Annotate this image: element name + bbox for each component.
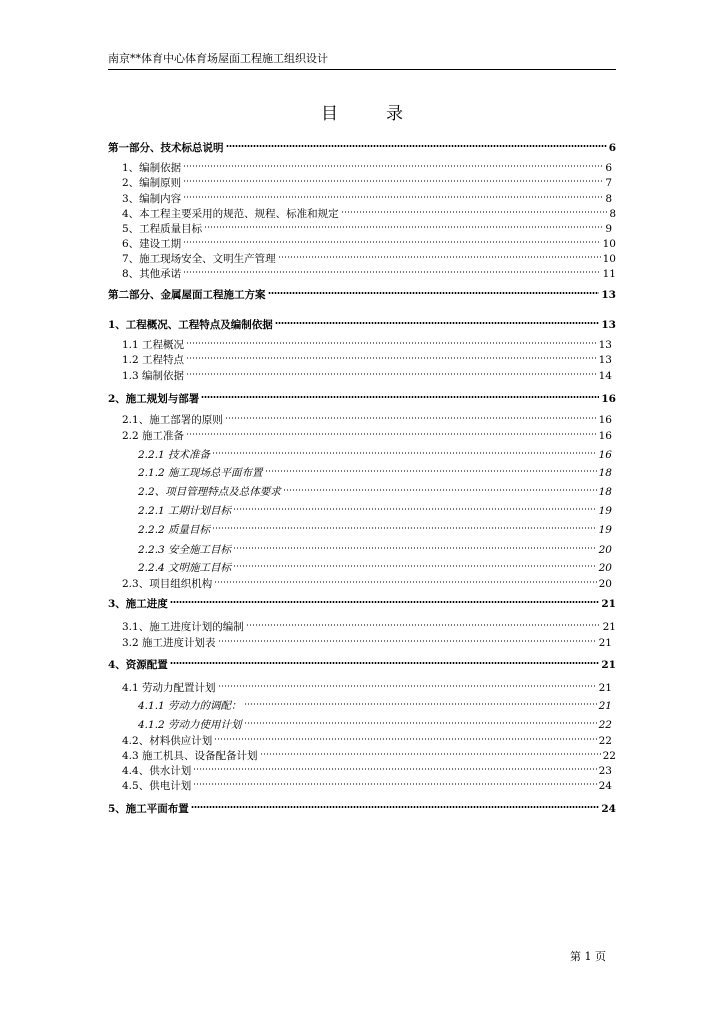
toc-entry-label: 1、编制依据 xyxy=(122,162,182,174)
toc-leader-dots xyxy=(275,320,600,326)
toc-entry[interactable] xyxy=(122,413,612,427)
page-number: 第 1 页 xyxy=(570,950,606,963)
toc-entry-page: 22 xyxy=(598,735,612,747)
toc-entry[interactable] xyxy=(108,141,616,155)
toc-leader-dots xyxy=(170,660,600,666)
toc-entry[interactable] xyxy=(108,288,616,302)
toc-entry[interactable] xyxy=(138,466,612,480)
toc-entry-page: 19 xyxy=(598,524,612,536)
toc-entry-page: 16 xyxy=(601,393,616,405)
toc-entry[interactable] xyxy=(138,543,612,557)
toc-entry-label: 3、编制内容 xyxy=(122,193,182,205)
toc-leader-dots xyxy=(201,394,599,400)
toc-entry[interactable] xyxy=(122,369,612,383)
toc-leader-dots xyxy=(214,736,596,742)
toc-entry-label: 2.2.3 安全施工目标 xyxy=(138,544,232,556)
toc-entry[interactable] xyxy=(122,749,616,763)
toc-entry-label: 4、本工程主要采用的规范、规程、标准和规定 xyxy=(122,208,339,220)
toc-entry[interactable] xyxy=(138,448,612,462)
toc-entry-page: 16 xyxy=(598,414,612,426)
toc-entry[interactable] xyxy=(122,779,612,793)
toc-entry-page: 13 xyxy=(601,289,616,301)
toc-entry-label: 7、施工现场安全、文明生产管理 xyxy=(122,253,276,265)
toc-leader-dots xyxy=(218,638,597,644)
toc-leader-dots xyxy=(183,269,600,275)
toc-entry-page: 19 xyxy=(598,505,612,517)
toc-entry-page: 10 xyxy=(602,253,616,265)
toc-entry-page: 22 xyxy=(598,719,612,731)
toc-entry-page: 14 xyxy=(598,370,612,382)
page-header: 南京**体育中心体育场屋面工程施工组织设计 xyxy=(108,52,328,65)
toc-leader-dots xyxy=(204,224,603,230)
toc-entry[interactable] xyxy=(122,338,612,352)
toc-leader-dots xyxy=(191,804,600,810)
toc-entry[interactable] xyxy=(108,658,616,672)
toc-leader-dots xyxy=(212,525,597,531)
toc-entry-label: 第二部分、金属屋面工程施工方案 xyxy=(108,289,266,301)
toc-leader-dots xyxy=(193,781,596,787)
toc-entry-label: 3.2 施工进度计划表 xyxy=(122,637,216,649)
page-title: 目录 xyxy=(321,104,451,124)
toc-entry[interactable] xyxy=(122,636,612,650)
toc-entry-label: 2.1.2 施工现场总平面布置 xyxy=(138,467,263,479)
toc-leader-dots xyxy=(186,355,597,361)
toc-entry-page: 23 xyxy=(598,765,612,777)
toc-entry-page: 16 xyxy=(598,449,612,461)
toc-entry[interactable] xyxy=(122,176,612,190)
toc-leader-dots xyxy=(214,579,596,585)
toc-entry-page: 13 xyxy=(601,319,616,331)
toc-entry-label: 第一部分、技术标总说明 xyxy=(108,142,224,154)
toc-entry[interactable] xyxy=(138,523,612,537)
toc-entry-label: 1.1 工程概况 xyxy=(122,339,185,351)
toc-entry-page: 6 xyxy=(608,142,616,154)
toc-entry[interactable] xyxy=(108,392,616,406)
toc-entry-label: 5、施工平面布置 xyxy=(108,803,189,815)
toc-entry-label: 2.3、项目组织机构 xyxy=(122,578,213,590)
toc-entry-page: 11 xyxy=(602,268,616,280)
toc-entry-label: 1、工程概况、工程特点及编制依据 xyxy=(108,319,273,331)
toc-leader-dots xyxy=(260,751,601,757)
toc-entry-page: 21 xyxy=(598,637,612,649)
toc-entry[interactable] xyxy=(122,222,612,236)
toc-entry-page: 18 xyxy=(598,486,612,498)
toc-leader-dots xyxy=(278,254,601,260)
toc-entry-label: 2.2 施工准备 xyxy=(122,430,185,442)
toc-entry-label: 8、其他承诺 xyxy=(122,268,182,280)
toc-entry-page: 7 xyxy=(605,177,612,189)
toc-leader-dots xyxy=(268,290,600,296)
toc-entry[interactable] xyxy=(138,561,612,575)
toc-entry-label: 2.2.1 工期计划目标 xyxy=(138,505,232,517)
toc-leader-dots xyxy=(244,701,597,707)
toc-entry-label: 5、工程质量目标 xyxy=(122,223,203,235)
toc-entry-label: 6、建设工期 xyxy=(122,238,182,250)
toc-entry-page: 18 xyxy=(598,467,612,479)
toc-entry-page: 8 xyxy=(605,193,612,205)
toc-entry-label: 4.1 劳动力配置计划 xyxy=(122,682,216,694)
toc-leader-dots xyxy=(265,468,597,474)
toc-entry[interactable] xyxy=(122,429,612,443)
toc-entry-page: 21 xyxy=(601,598,616,610)
toc-entry[interactable] xyxy=(122,252,616,266)
toc-entry[interactable] xyxy=(108,802,616,816)
toc-entry-label: 1.3 编制依据 xyxy=(122,370,185,382)
toc-entry-page: 13 xyxy=(598,339,612,351)
toc-entry[interactable] xyxy=(122,681,612,695)
toc-entry-label: 4.5、供电计划 xyxy=(122,780,192,792)
toc-entry-label: 4、资源配置 xyxy=(108,659,168,671)
toc-entry[interactable] xyxy=(122,353,612,367)
toc-entry[interactable] xyxy=(122,192,612,206)
toc-entry-label: 2.2.4 文明施工目标 xyxy=(138,562,232,574)
toc-entry[interactable] xyxy=(122,237,616,251)
toc-entry[interactable] xyxy=(122,764,612,778)
toc-entry[interactable] xyxy=(122,577,612,591)
toc-leader-dots xyxy=(183,178,603,184)
toc-entry-page: 21 xyxy=(601,659,616,671)
toc-entry-label: 4.1.1 劳动力的调配： xyxy=(138,700,242,712)
toc-entry[interactable] xyxy=(122,620,616,634)
toc-leader-dots xyxy=(186,371,597,377)
toc-entry-page: 6 xyxy=(605,162,612,174)
toc-entry-label: 1.2 工程特点 xyxy=(122,354,185,366)
toc-entry-page: 21 xyxy=(602,621,616,633)
toc-leader-dots xyxy=(218,683,597,689)
toc-leader-dots xyxy=(183,163,603,169)
toc-entry[interactable] xyxy=(122,161,612,175)
toc-leader-dots xyxy=(233,563,597,569)
toc-leader-dots xyxy=(226,143,607,149)
toc-leader-dots xyxy=(186,340,597,346)
toc-entry-page: 16 xyxy=(598,430,612,442)
toc-entry-page: 20 xyxy=(598,544,612,556)
toc-entry-page: 20 xyxy=(598,562,612,574)
toc-entry[interactable] xyxy=(108,597,616,611)
toc-leader-dots xyxy=(233,545,597,551)
toc-entry-label: 3.1、施工进度计划的编制 xyxy=(122,621,244,633)
toc-leader-dots xyxy=(246,622,601,628)
toc-leader-dots xyxy=(183,239,600,245)
toc-entry-page: 21 xyxy=(598,682,612,694)
toc-entry-label: 2.2.1 技术准备 xyxy=(138,449,211,461)
toc-leader-dots xyxy=(244,720,597,726)
toc-leader-dots xyxy=(186,431,597,437)
toc-entry[interactable] xyxy=(138,485,612,499)
toc-leader-dots xyxy=(183,194,603,200)
toc-entry[interactable] xyxy=(122,207,616,221)
toc-entry[interactable] xyxy=(108,318,616,332)
toc-entry-label: 2.2.2 质量目标 xyxy=(138,524,211,536)
toc-entry[interactable] xyxy=(122,734,612,748)
toc-entry-page: 8 xyxy=(609,208,616,220)
toc-entry-label: 2.2、项目管理特点及总体要求 xyxy=(138,486,281,498)
toc-entry-page: 9 xyxy=(605,223,612,235)
toc-entry-page: 10 xyxy=(602,238,616,250)
toc-entry-page: 20 xyxy=(598,578,612,590)
toc-entry-label: 4.3 施工机具、设备配备计划 xyxy=(122,750,258,762)
toc-leader-dots xyxy=(193,766,596,772)
toc-leader-dots xyxy=(283,487,597,493)
toc-leader-dots xyxy=(233,506,597,512)
toc-entry-label: 2、施工规划与部署 xyxy=(108,393,200,405)
toc-entry[interactable] xyxy=(138,718,612,732)
toc-entry-page: 24 xyxy=(601,803,616,815)
toc-entry-label: 4.1.2 劳动力使用计划 xyxy=(138,719,242,731)
toc-leader-dots xyxy=(341,209,608,215)
toc-leader-dots xyxy=(225,415,597,421)
toc-entry-page: 21 xyxy=(598,700,612,712)
toc-entry-label: 2、编制原则 xyxy=(122,177,182,189)
toc-entry-label: 4.4、供水计划 xyxy=(122,765,192,777)
toc-entry-page: 22 xyxy=(602,750,616,762)
toc-entry[interactable] xyxy=(122,267,616,281)
toc-entry-label: 3、施工进度 xyxy=(108,598,168,610)
toc-entry-page: 13 xyxy=(598,354,612,366)
toc-entry[interactable] xyxy=(138,504,612,518)
toc-entry-page: 24 xyxy=(598,780,612,792)
toc-entry[interactable] xyxy=(138,699,612,713)
toc-leader-dots xyxy=(170,599,600,605)
toc-entry-label: 4.2、材料供应计划 xyxy=(122,735,213,747)
toc-entry-label: 2.1、施工部署的原则 xyxy=(122,414,223,426)
toc-leader-dots xyxy=(212,450,597,456)
